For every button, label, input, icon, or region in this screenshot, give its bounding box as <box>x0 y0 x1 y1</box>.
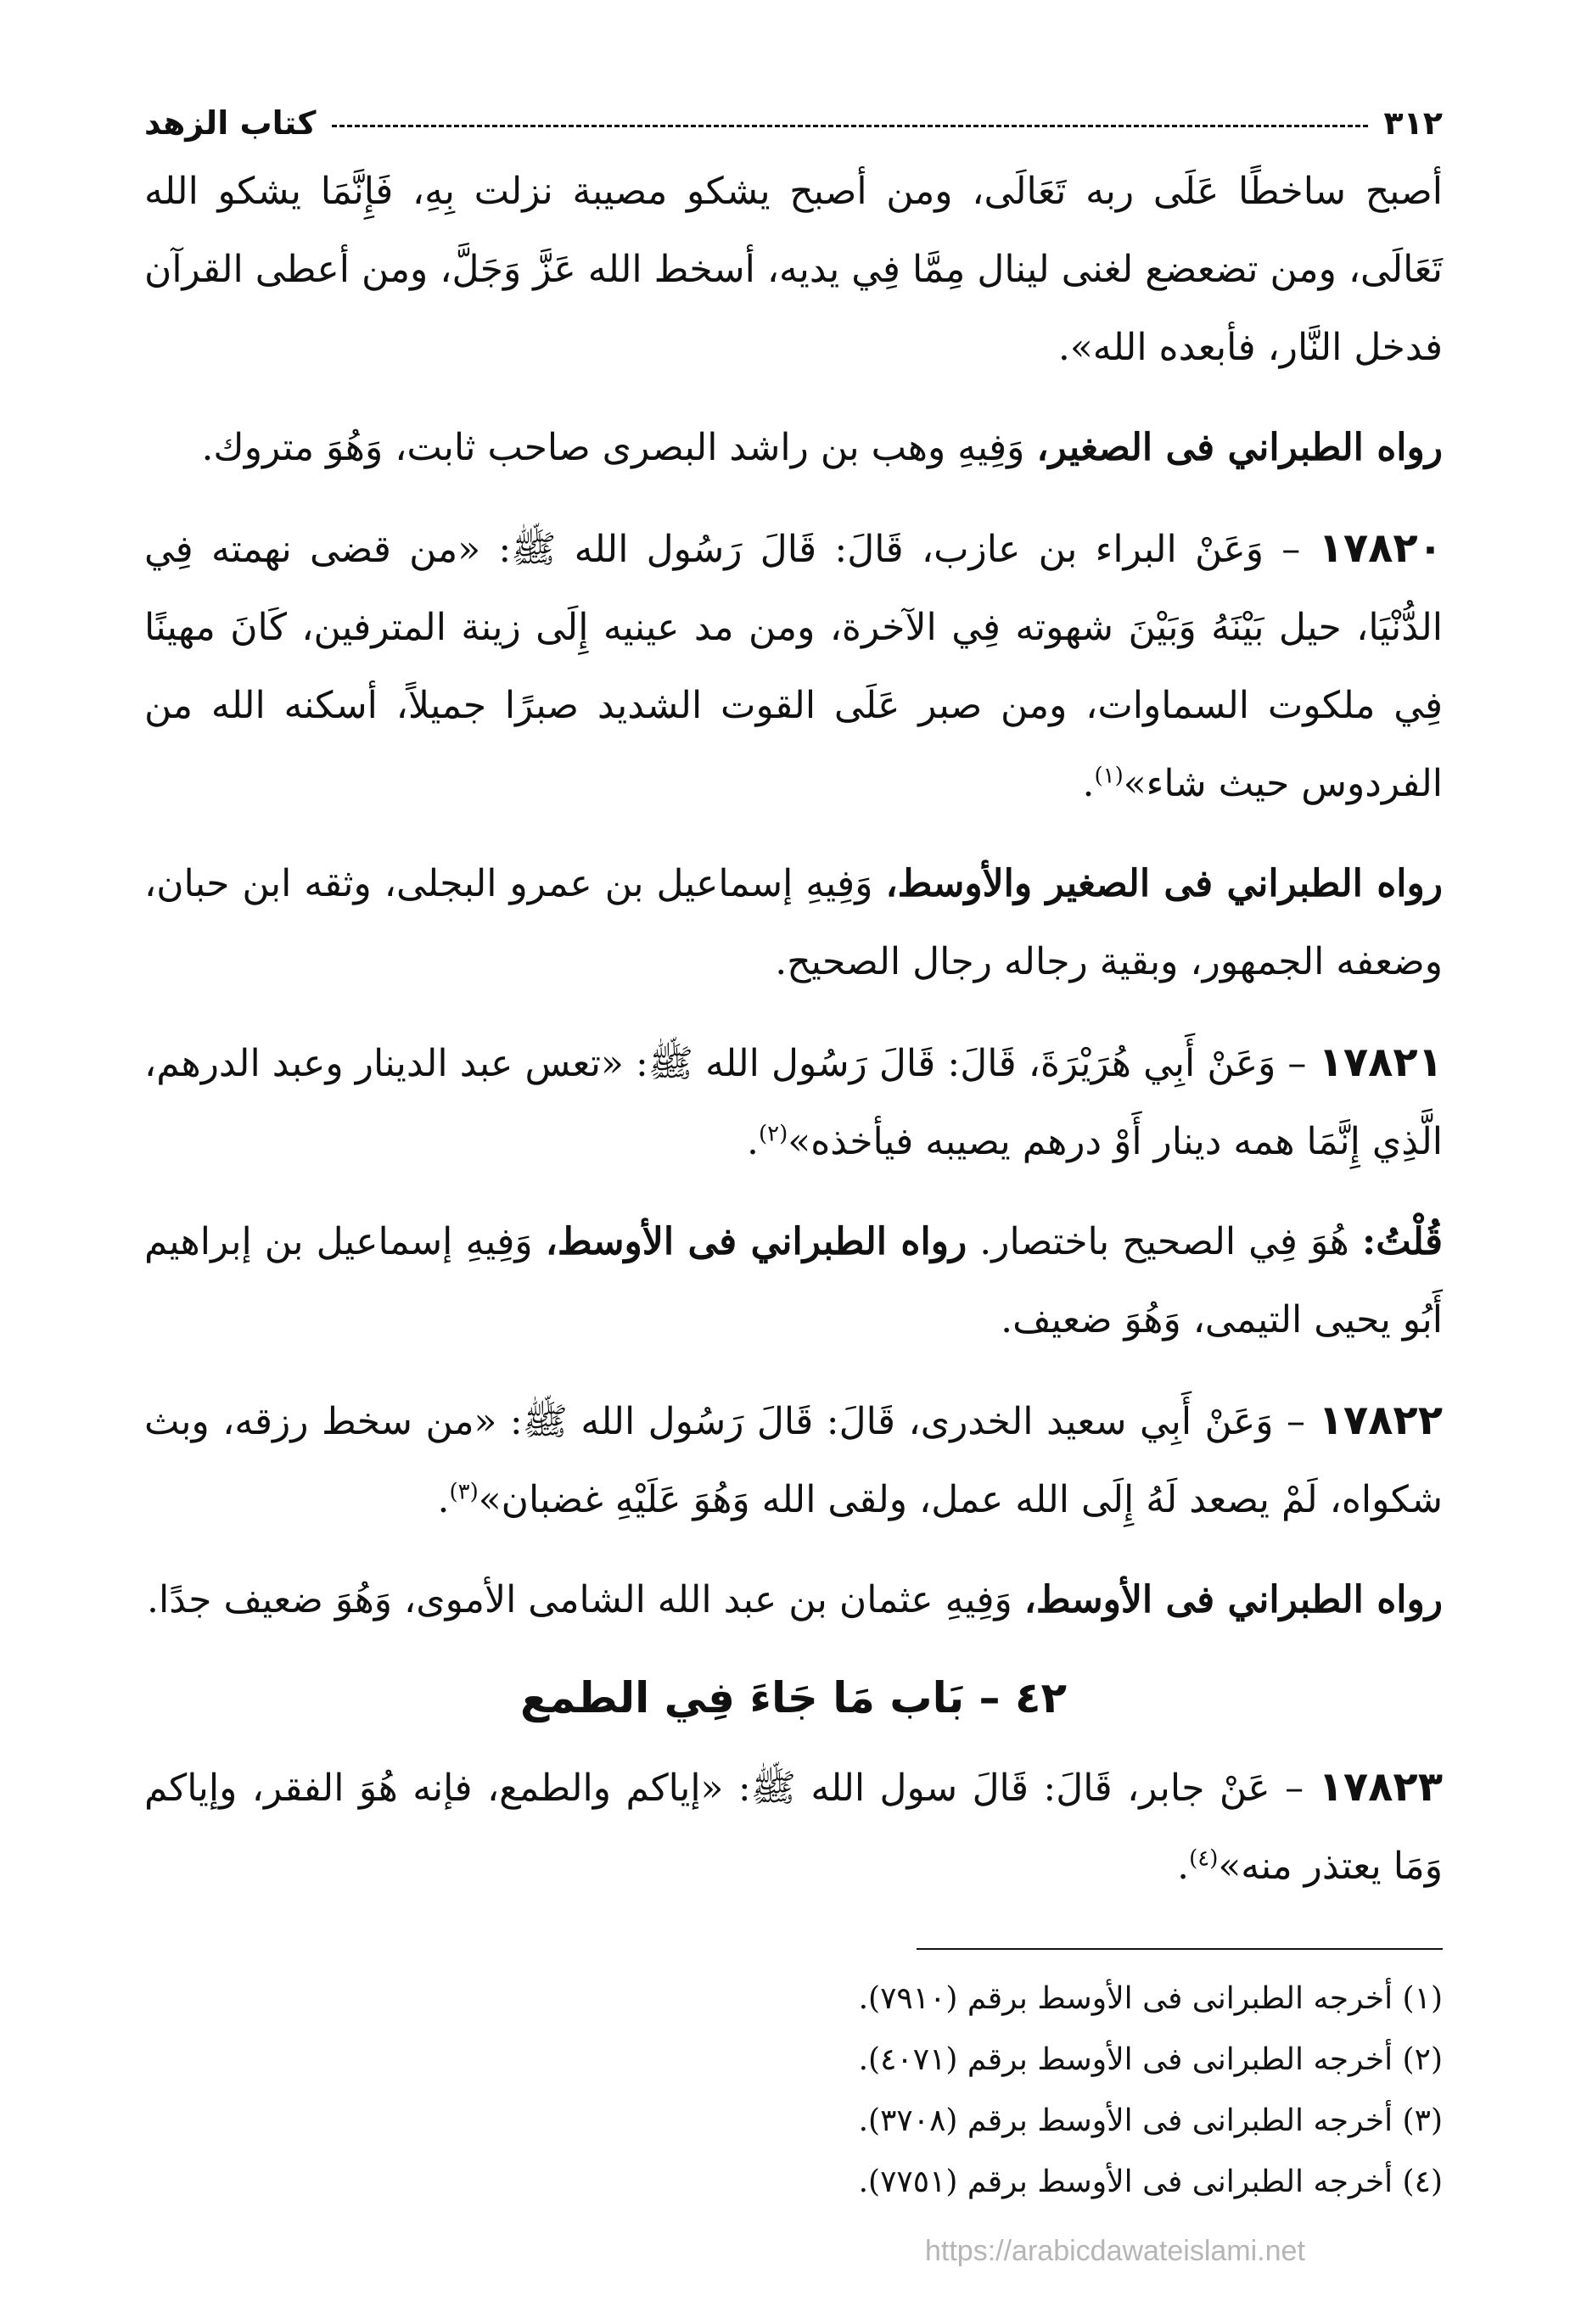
hadith-number: ١٧٨٢٢ <box>1318 1397 1443 1444</box>
footnote-2: (٢) أخرجه الطبرانى فى الأوسط برقم (٤٠٧١). <box>858 2042 1443 2077</box>
hadith-text: – وَعَنْ أَبِي سعيد الخدرى، قَالَ: قَالَ رَسُول الله ﷺ: «من سخط رزقه، وبث شكواه، لَمْ يصعد لَهُ إِلَى الله عمل، ولقى الله وَهُوَ عَلَيْهِ غضبان» <box>144 1400 1443 1521</box>
footnote-ref: (٤) <box>1189 1845 1219 1872</box>
hadith-number: ١٧٨٢٣ <box>1318 1763 1443 1811</box>
hadith-17820 <box>144 509 1443 823</box>
punctuation: . <box>1082 762 1095 805</box>
watermark: https://arabicdawateislami.net <box>925 2235 1305 2267</box>
footnote-ref: (٢) <box>759 1121 788 1147</box>
hadith-number: ١٧٨٢٠ <box>1318 524 1443 572</box>
source-label: رواه الطبراني فى الأوسط، <box>1023 1578 1443 1621</box>
paragraph-narration <box>144 1561 1443 1639</box>
punctuation: . <box>1177 1845 1190 1888</box>
hadith-text: – عَنْ جابر، قَالَ: قَالَ سول الله ﷺ: «إياكم والطمع، فإنه هُوَ الفقر، وإياكم وَمَا يعتذر منه» <box>144 1767 1443 1888</box>
paragraph-text: وَفِيهِ وهب بن راشد البصرى صاحب ثابت، وَهُوَ متروك. <box>201 426 1037 469</box>
paragraph-text: أصبح ساخطًا عَلَى ربه تَعَالَى، ومن أصبح يشكو مصيبة نزلت بِهِ، فَإِنَّمَا يشكو الله تَعَالَى، ومن تضعضع لغنى لينال مِمَّا فِي يديه، أسخط الله عَزَّ وَجَلَّ، ومن أعطى القرآن فدخل النَّار، فأبعده الله». <box>144 170 1443 369</box>
hadith-number: ١٧٨٢١ <box>1318 1039 1443 1086</box>
footnote-1: (١) أخرجه الطبرانى فى الأوسط برقم (٧٩١٠). <box>858 1981 1443 2016</box>
document-page <box>144 93 1443 2213</box>
hadith-text: – وَعَنْ أَبِي هُرَيْرَةَ، قَالَ: قَالَ رَسُول الله ﷺ: «تعس عبد الدينار وعبد الدرهم، الَّذِي إِنَّمَا همه دينار أَوْ درهم يصيبه فيأخذه» <box>144 1042 1443 1163</box>
header-divider <box>332 125 1369 127</box>
paragraph-continuation <box>144 153 1443 387</box>
page-header <box>144 93 1443 153</box>
page-number: ٣١٢ <box>1383 104 1443 142</box>
footnotes <box>144 1968 1443 2213</box>
hadith-17821 <box>144 1023 1443 1181</box>
punctuation: . <box>437 1478 450 1521</box>
source-label: رواه الطبراني فى الصغير والأوسط، <box>885 862 1443 905</box>
paragraph-text: وَفِيهِ عثمان بن عبد الله الشامى الأموى، وَهُوَ ضعيف جدًا. <box>146 1578 1024 1621</box>
hadith-17822 <box>144 1381 1443 1539</box>
footnote-4: (٤) أخرجه الطبرانى فى الأوسط برقم (٧٧٥١). <box>858 2164 1443 2199</box>
paragraph-text: وَفِيهِ إسماعيل بن عمرو البجلى، وثقه ابن حبان، وضعفه الجمهور، وبقية رجاله رجال الصحيح. <box>144 862 1443 983</box>
chapter-title: ٤٢ – بَاب مَا جَاءَ فِي الطمع <box>519 1673 1067 1722</box>
punctuation: . <box>747 1120 759 1163</box>
paragraph-narration <box>144 409 1443 487</box>
paragraph-text: هُوَ فِي الصحيح باختصار. <box>967 1220 1362 1263</box>
paragraph-comment <box>144 1203 1443 1359</box>
paragraph-narration <box>144 845 1443 1001</box>
footnote-ref: (٣) <box>449 1479 479 1505</box>
book-title: كتاب الزهد <box>144 104 317 142</box>
source-label: رواه الطبراني فى الصغير، <box>1036 426 1443 469</box>
hadith-text: – وَعَنْ البراء بن عازب، قَالَ: قَالَ رَسُول الله ﷺ: «من قضى نهمته فِي الدُّنْيَا، حيل بَيْنَهُ وَبَيْنَ شهوته فِي الآخرة، ومن مد عينيه إِلَى زينة المترفين، كَانَ مهينًا فِي ملكوت السماوات، ومن صبر عَلَى القوت الشديد صبرًا جميلاً، أسكنه الله من الفردوس حيث شاء» <box>144 528 1443 805</box>
footnote-3: (٣) أخرجه الطبرانى فى الأوسط برقم (٣٧٠٨). <box>858 2103 1443 2138</box>
footnote-divider <box>917 1948 1443 1950</box>
paragraph-text: وَفِيهِ إسماعيل بن إبراهيم أَبُو يحيى التيمى، وَهُوَ ضعيف. <box>144 1220 1443 1341</box>
footnote-ref: (١) <box>1094 763 1124 789</box>
hadith-17823 <box>144 1748 1443 1906</box>
source-label: رواه الطبراني فى الأوسط، <box>545 1220 967 1263</box>
comment-label: قُلْتُ: <box>1361 1220 1443 1263</box>
